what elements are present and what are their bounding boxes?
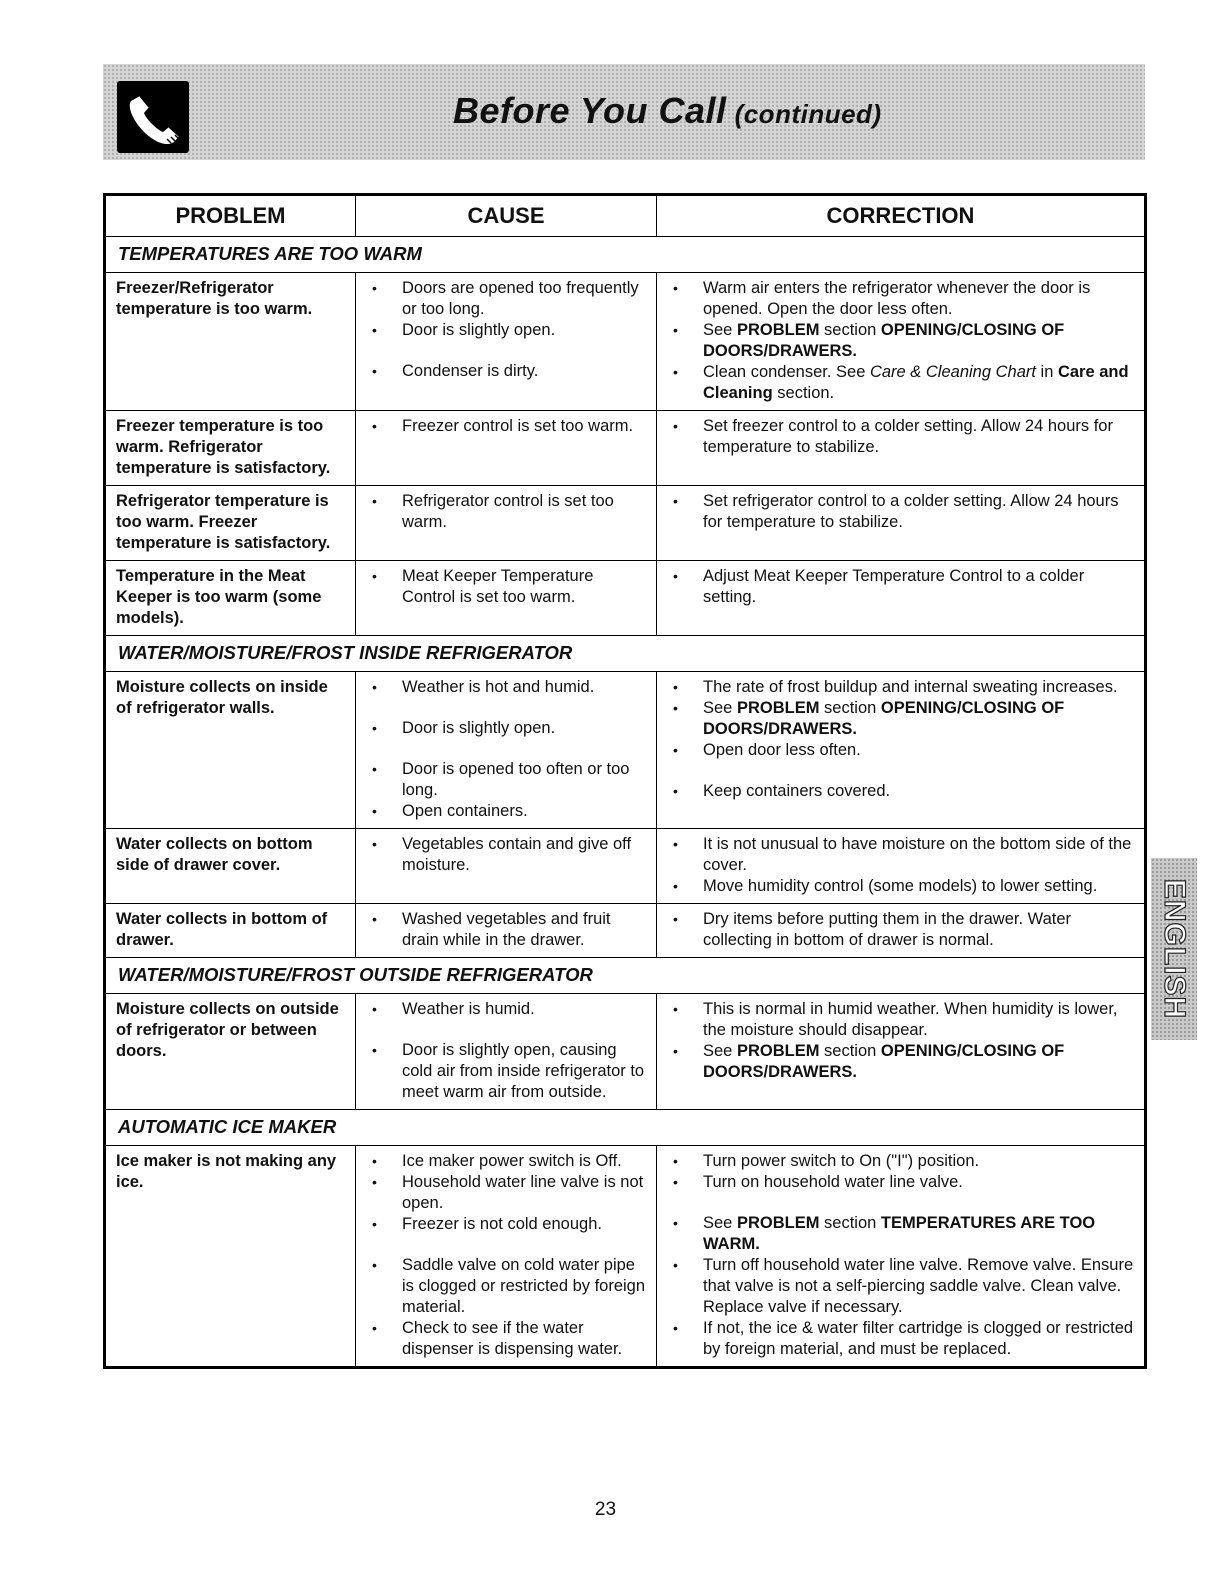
cause-item: • Saddle valve on cold water pipe is clogged or restricted by foreign material.	[366, 1255, 647, 1318]
correction-item: • See PROBLEM section TEMPERATURES ARE TOO WARM.	[667, 1213, 1135, 1255]
cause-cell	[356, 672, 657, 829]
cause-cell	[356, 561, 657, 636]
correction-item: • Dry items before putting them in the drawer. Water collecting in bottom of drawer is normal.	[667, 909, 1135, 951]
correction-item: • See PROBLEM section OPENING/CLOSING OF DOORS/DRAWERS.	[667, 698, 1135, 740]
correction-item: • Open door less often.	[667, 740, 1135, 761]
cause-cell	[356, 486, 657, 561]
correction-item: • See PROBLEM section OPENING/CLOSING OF DOORS/DRAWERS.	[667, 320, 1135, 362]
column-header-correction: CORRECTION	[657, 195, 1146, 237]
cause-item: • Condenser is dirty.	[366, 361, 647, 382]
correction-item: • Move humidity control (some models) to lower setting.	[667, 876, 1135, 897]
language-side-tab	[1151, 858, 1197, 1040]
table-row	[105, 411, 1146, 486]
cause-cell	[356, 829, 657, 904]
problem-cell: Temperature in the Meat Keeper is too warm (some models).	[105, 561, 356, 636]
correction-item: • Turn on household water line valve.	[667, 1172, 1135, 1193]
telephone-handset-icon	[117, 81, 189, 153]
correction-item: • The rate of frost buildup and internal sweating increases.	[667, 677, 1135, 698]
cause-item: • Household water line valve is not open.	[366, 1172, 647, 1214]
correction-item: • Turn power switch to On ("I") position.	[667, 1151, 1135, 1172]
correction-item: • Turn off household water line valve. Remove valve. Ensure that valve is not a self-piercing saddle valve. Clean valve. Replace valve if necessary.	[667, 1255, 1135, 1318]
problem-cell: Ice maker is not making any ice.	[105, 1146, 356, 1368]
cause-cell	[356, 994, 657, 1110]
cause-cell	[356, 904, 657, 958]
cause-cell	[356, 411, 657, 486]
correction-item: • This is normal in humid weather. When humidity is lower, the moisture should disappear.	[667, 999, 1135, 1041]
table-row	[105, 486, 1146, 561]
correction-item: • Clean condenser. See Care & Cleaning Chart in Care and Cleaning section.	[667, 362, 1135, 404]
column-header-cause: CAUSE	[356, 195, 657, 237]
correction-cell	[657, 411, 1146, 486]
cause-item: • Door is opened too often or too long.	[366, 759, 647, 801]
cause-cell	[356, 273, 657, 411]
section-title: AUTOMATIC ICE MAKER	[105, 1110, 1146, 1146]
column-header-problem: PROBLEM	[105, 195, 356, 237]
table-row	[105, 1146, 1146, 1368]
section-header-row	[105, 237, 1146, 273]
table-row	[105, 273, 1146, 411]
correction-cell	[657, 994, 1146, 1110]
page-title	[453, 90, 882, 132]
table-row	[105, 904, 1146, 958]
cause-item: • Door is slightly open, causing cold air from inside refrigerator to meet warm air from outside.	[366, 1040, 647, 1103]
section-header-row	[105, 1110, 1146, 1146]
problem-cell: Water collects in bottom of drawer.	[105, 904, 356, 958]
troubleshooting-table	[103, 193, 1147, 1369]
table-row	[105, 672, 1146, 829]
cause-item: • Refrigerator control is set too warm.	[366, 491, 647, 533]
section-title: WATER/MOISTURE/FROST INSIDE REFRIGERATOR	[105, 636, 1146, 672]
table-header-row	[105, 195, 1146, 237]
problem-cell: Refrigerator temperature is too warm. Freezer temperature is satisfactory.	[105, 486, 356, 561]
correction-item: • Set freezer control to a colder setting. Allow 24 hours for temperature to stabilize.	[667, 416, 1135, 458]
correction-cell	[657, 829, 1146, 904]
correction-item: • Warm air enters the refrigerator whenever the door is opened. Open the door less often.	[667, 278, 1135, 320]
cause-item: • Vegetables contain and give off moisture.	[366, 834, 647, 876]
correction-item: • See PROBLEM section OPENING/CLOSING OF DOORS/DRAWERS.	[667, 1041, 1135, 1083]
problem-cell: Water collects on bottom side of drawer cover.	[105, 829, 356, 904]
cause-item: • Washed vegetables and fruit drain while in the drawer.	[366, 909, 647, 951]
correction-cell	[657, 273, 1146, 411]
cause-item: • Check to see if the water dispenser is dispensing water.	[366, 1318, 647, 1360]
correction-cell	[657, 904, 1146, 958]
correction-item: • Keep containers covered.	[667, 781, 1135, 802]
cause-item: • Freezer control is set too warm.	[366, 416, 647, 437]
page-title-text: Before You Call	[453, 90, 727, 131]
problem-cell: Moisture collects on outside of refrigerator or between doors.	[105, 994, 356, 1110]
correction-cell	[657, 1146, 1146, 1368]
language-label: ENGLISH	[1158, 878, 1191, 1020]
cause-item: • Weather is hot and humid.	[366, 677, 647, 698]
correction-item: • Set refrigerator control to a colder setting. Allow 24 hours for temperature to stabilize.	[667, 491, 1135, 533]
cause-item: • Door is slightly open.	[366, 718, 647, 739]
section-header-row	[105, 958, 1146, 994]
table-row	[105, 561, 1146, 636]
cause-item: • Ice maker power switch is Off.	[366, 1151, 647, 1172]
correction-item: • It is not unusual to have moisture on the bottom side of the cover.	[667, 834, 1135, 876]
cause-item: • Open containers.	[366, 801, 647, 822]
page-header-banner	[103, 64, 1145, 160]
correction-cell	[657, 486, 1146, 561]
correction-cell	[657, 561, 1146, 636]
cause-item: • Meat Keeper Temperature Control is set too warm.	[366, 566, 647, 608]
correction-item: • If not, the ice & water filter cartridge is clogged or restricted by foreign material, and must be replaced.	[667, 1318, 1135, 1360]
section-header-row	[105, 636, 1146, 672]
page-subtitle: (continued)	[734, 99, 882, 129]
page-number: 23	[594, 1499, 617, 1520]
problem-cell: Freezer/Refrigerator temperature is too warm.	[105, 273, 356, 411]
cause-item: • Doors are opened too frequently or too long.	[366, 278, 647, 320]
cause-item: • Weather is humid.	[366, 999, 647, 1020]
correction-cell	[657, 672, 1146, 829]
correction-item: • Adjust Meat Keeper Temperature Control to a colder setting.	[667, 566, 1135, 608]
cause-item: • Door is slightly open.	[366, 320, 647, 341]
section-title: TEMPERATURES ARE TOO WARM	[105, 237, 1146, 273]
problem-cell: Moisture collects on inside of refrigerator walls.	[105, 672, 356, 829]
problem-cell: Freezer temperature is too warm. Refrigerator temperature is satisfactory.	[105, 411, 356, 486]
cause-item: • Freezer is not cold enough.	[366, 1214, 647, 1235]
cause-cell	[356, 1146, 657, 1368]
table-row	[105, 994, 1146, 1110]
table-row	[105, 829, 1146, 904]
section-title: WATER/MOISTURE/FROST OUTSIDE REFRIGERATOR	[105, 958, 1146, 994]
